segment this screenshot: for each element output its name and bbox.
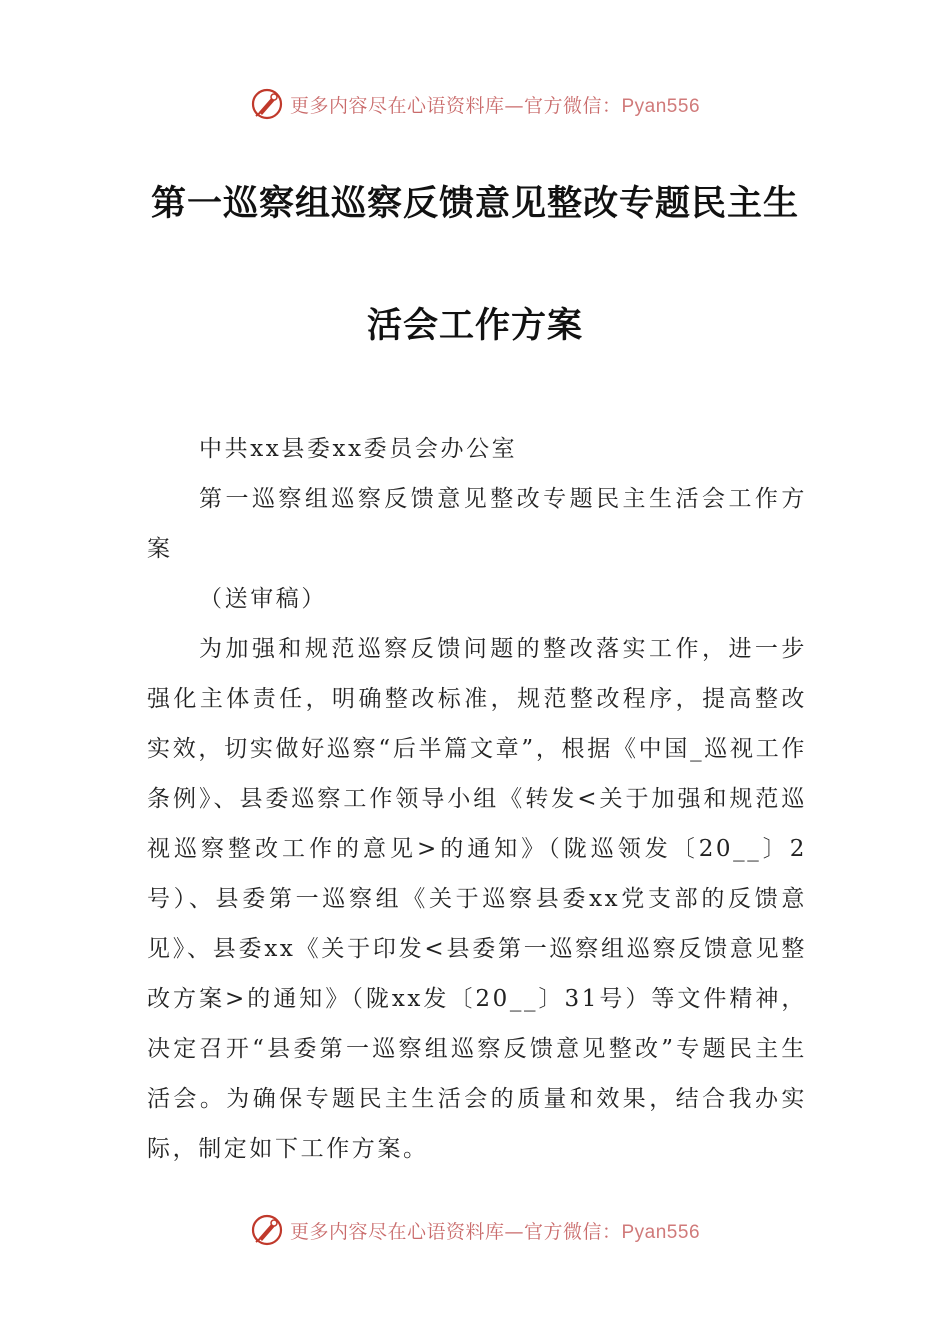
pen-circle-logo-icon: [250, 87, 284, 121]
footer-wechat-id: Pyan556: [621, 1221, 701, 1243]
draft-note: （送审稿）: [199, 586, 327, 612]
subtitle-line: 第一巡察组巡察反馈意见整改专题民主生活会工作方案: [147, 486, 807, 562]
pen-circle-logo-icon: [250, 1213, 284, 1247]
issuer-line: 中共xx县委xx委员会办公室: [199, 436, 518, 462]
header-banner: [0, 84, 950, 124]
page-title-line-1: 第一巡察组巡察反馈意见整改专题民主生: [150, 183, 799, 224]
page-title-line-2: 活会工作方案: [366, 305, 583, 346]
main-paragraph: 为加强和规范巡察反馈问题的整改落实工作，进一步强化主体责任，明确整改标准，规范整改程序，提高整改实效，切实做好巡察“后半篇文章”，根据《中国_巡视工作条例》、县委巡察工作领导小组《转发<关于加强和规范巡视巡察整改工作的意见>的通知》（陇巡领发〔20__〕2号）、县委第一巡察组《关于巡察县委xx党支部的反馈意见》、县委xx《关于印发<县委第一巡察组巡察反馈意见整改方案>的通知》（陇xx发〔20__〕31号）等文件精神，决定召开“县委第一巡察组巡察反馈意见整改”专题民主生活会。为确保专题民主生活会的质量和效果，结合我办实际，制定如下工作方案。: [147, 636, 807, 1162]
footer-banner: [0, 1210, 950, 1250]
header-banner-text: [290, 91, 700, 118]
header-banner-label: 更多内容尽在心语资料库—官方微信：: [289, 94, 622, 117]
footer-banner-text: [290, 1217, 700, 1244]
header-wechat-id: Pyan556: [621, 95, 701, 117]
document-body: [147, 424, 807, 1174]
footer-banner-label: 更多内容尽在心语资料库—官方微信：: [289, 1220, 622, 1243]
